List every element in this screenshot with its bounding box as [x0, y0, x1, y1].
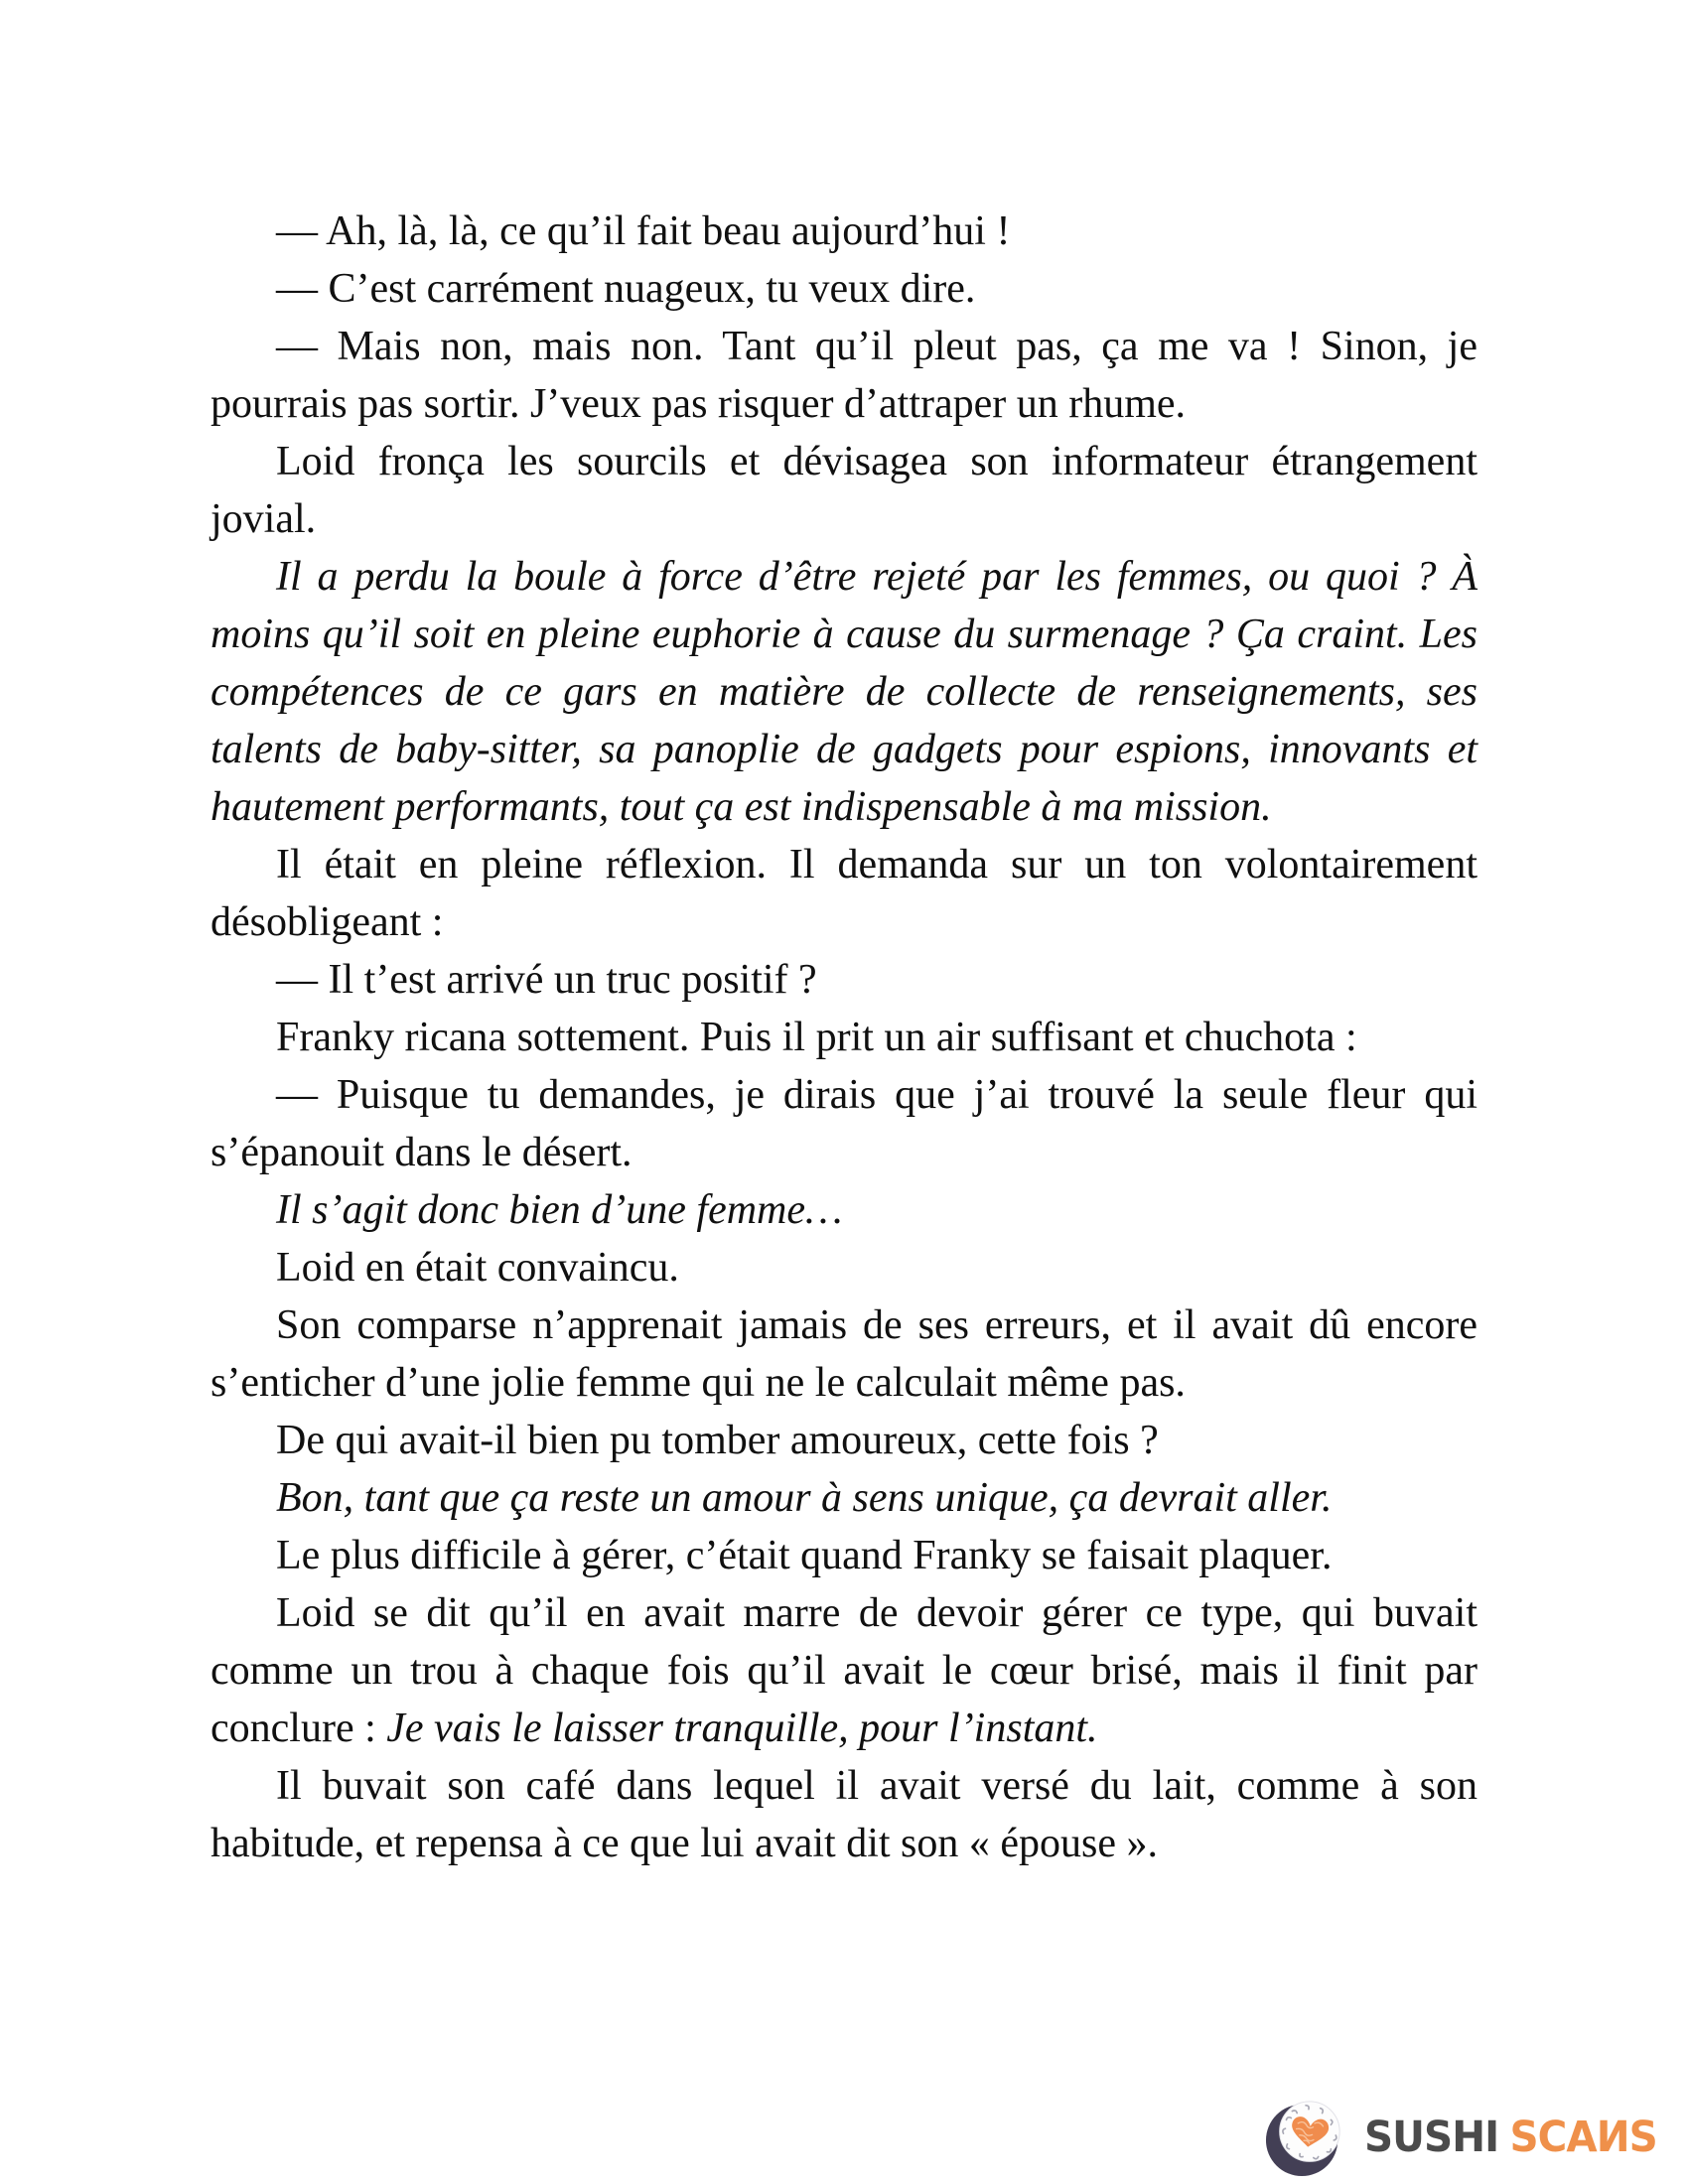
text-line: [211, 721, 1477, 778]
text-line: [211, 1181, 1477, 1239]
sushi-roll-icon: [1265, 2097, 1346, 2178]
italic-text-segment: hautement performants, tout ça est indispensable à ma mission.: [211, 784, 1272, 830]
paragraph: [211, 203, 1477, 260]
text-line: [211, 1757, 1477, 1815]
italic-text-segment: Je vais le laisser tranquille, pour l’instant.: [386, 1706, 1098, 1751]
paragraph: [211, 1757, 1477, 1872]
text-line: [211, 778, 1477, 836]
text-segment: Son comparse n’apprenait jamais de ses erreurs, et il avait dû encore: [276, 1302, 1477, 1348]
text-line: [211, 490, 1477, 548]
text-segment: — Il t’est arrivé un truc positif ?: [276, 957, 817, 1003]
text-segment: pourrais pas sortir. J’veux pas risquer d’attraper un rhume.: [211, 381, 1187, 427]
text-line: [211, 1527, 1477, 1584]
paragraph: [211, 1584, 1477, 1757]
text-line: [211, 1642, 1477, 1700]
paragraph: [211, 548, 1477, 836]
text-line: [211, 1066, 1477, 1124]
paragraph: [211, 318, 1477, 433]
paragraph: [211, 1066, 1477, 1181]
text-line: [211, 203, 1477, 260]
text-segment: conclure :: [211, 1706, 387, 1751]
italic-text-segment: compétences de ce gars en matière de collecte de renseignements, ses: [211, 669, 1477, 715]
paragraph: [211, 433, 1477, 548]
text-line: [211, 606, 1477, 663]
text-line: [211, 1584, 1477, 1642]
paragraph: [211, 1412, 1477, 1469]
text-line: [211, 548, 1477, 606]
text-segment: désobligeant :: [211, 899, 444, 945]
text-line: [211, 318, 1477, 375]
text-segment: — Puisque tu demandes, je dirais que j’ai trouvé la seule fleur qui: [276, 1072, 1477, 1118]
text-line: [211, 1124, 1477, 1181]
text-line: [211, 1354, 1477, 1412]
paragraph: [211, 1527, 1477, 1584]
scanlation-logo: [1265, 2097, 1676, 2178]
text-segment: Loid en était convaincu.: [276, 1245, 679, 1291]
text-line: [211, 433, 1477, 490]
text-segment: Le plus difficile à gérer, c’était quand Franky se faisait plaquer.: [276, 1533, 1333, 1578]
text-line: [211, 1412, 1477, 1469]
paragraph: [211, 260, 1477, 318]
paragraph: [211, 836, 1477, 951]
italic-text-segment: moins qu’il soit en pleine euphorie à cause du surmenage ? Ça craint. Les: [211, 612, 1477, 657]
text-line: [211, 663, 1477, 721]
text-line: [211, 893, 1477, 951]
text-segment: habitude, et repensa à ce que lui avait dit son « épouse ».: [211, 1821, 1159, 1866]
text-line: [211, 1700, 1477, 1757]
italic-text-segment: Bon, tant que ça reste un amour à sens unique, ça devrait aller.: [276, 1475, 1333, 1521]
text-segment: Il était en pleine réflexion. Il demanda sur un ton volontairement: [276, 842, 1477, 887]
text-line: [211, 836, 1477, 893]
text-line: [211, 1009, 1477, 1066]
text-segment: s’enticher d’une jolie femme qui ne le calculait même pas.: [211, 1360, 1186, 1406]
text-segment: jovial.: [211, 496, 317, 542]
text-segment: comme un trou à chaque fois qu’il avait le cœur brisé, mais il finit par: [211, 1648, 1477, 1694]
text-segment: — Mais non, mais non. Tant qu’il pleut pas, ça me va ! Sinon, je: [276, 324, 1477, 369]
paragraph: [211, 1469, 1477, 1527]
text-segment: Loid se dit qu’il en avait marre de devoir gérer ce type, qui buvait: [276, 1590, 1477, 1636]
logo-wordmark: [1364, 2113, 1657, 2162]
italic-text-segment: talents de baby-sitter, sa panoplie de gadgets pour espions, innovants et: [211, 727, 1477, 772]
italic-text-segment: Il a perdu la boule à force d’être rejeté par les femmes, ou quoi ? À: [276, 554, 1477, 600]
text-segment: Franky ricana sottement. Puis il prit un air suffisant et chuchota :: [276, 1015, 1357, 1060]
text-segment: — Ah, là, là, ce qu’il fait beau aujourd’hui !: [276, 208, 1011, 254]
text-segment: Il buvait son café dans lequel il avait versé du lait, comme à son: [276, 1763, 1477, 1809]
text-line: [211, 1239, 1477, 1297]
logo-text-sushi: SUSHI: [1364, 2113, 1499, 2162]
paragraph: [211, 1181, 1477, 1239]
text-line: [211, 375, 1477, 433]
paragraph: [211, 951, 1477, 1009]
text-line: [211, 1469, 1477, 1527]
logo-text-scans: SCAИS: [1509, 2113, 1657, 2162]
text-line: [211, 1297, 1477, 1354]
paragraph: [211, 1009, 1477, 1066]
text-line: [211, 951, 1477, 1009]
text-segment: De qui avait-il bien pu tomber amoureux, cette fois ?: [276, 1418, 1159, 1463]
text-segment: — C’est carrément nuageux, tu veux dire.: [276, 266, 976, 312]
page-text: [211, 203, 1477, 1872]
text-line: [211, 260, 1477, 318]
text-segment: Loid fronça les sourcils et dévisagea son informateur étrangement: [276, 439, 1477, 484]
text-segment: s’épanouit dans le désert.: [211, 1130, 633, 1175]
paragraph: [211, 1297, 1477, 1412]
italic-text-segment: Il s’agit donc bien d’une femme…: [276, 1187, 843, 1233]
paragraph: [211, 1239, 1477, 1297]
text-line: [211, 1815, 1477, 1872]
